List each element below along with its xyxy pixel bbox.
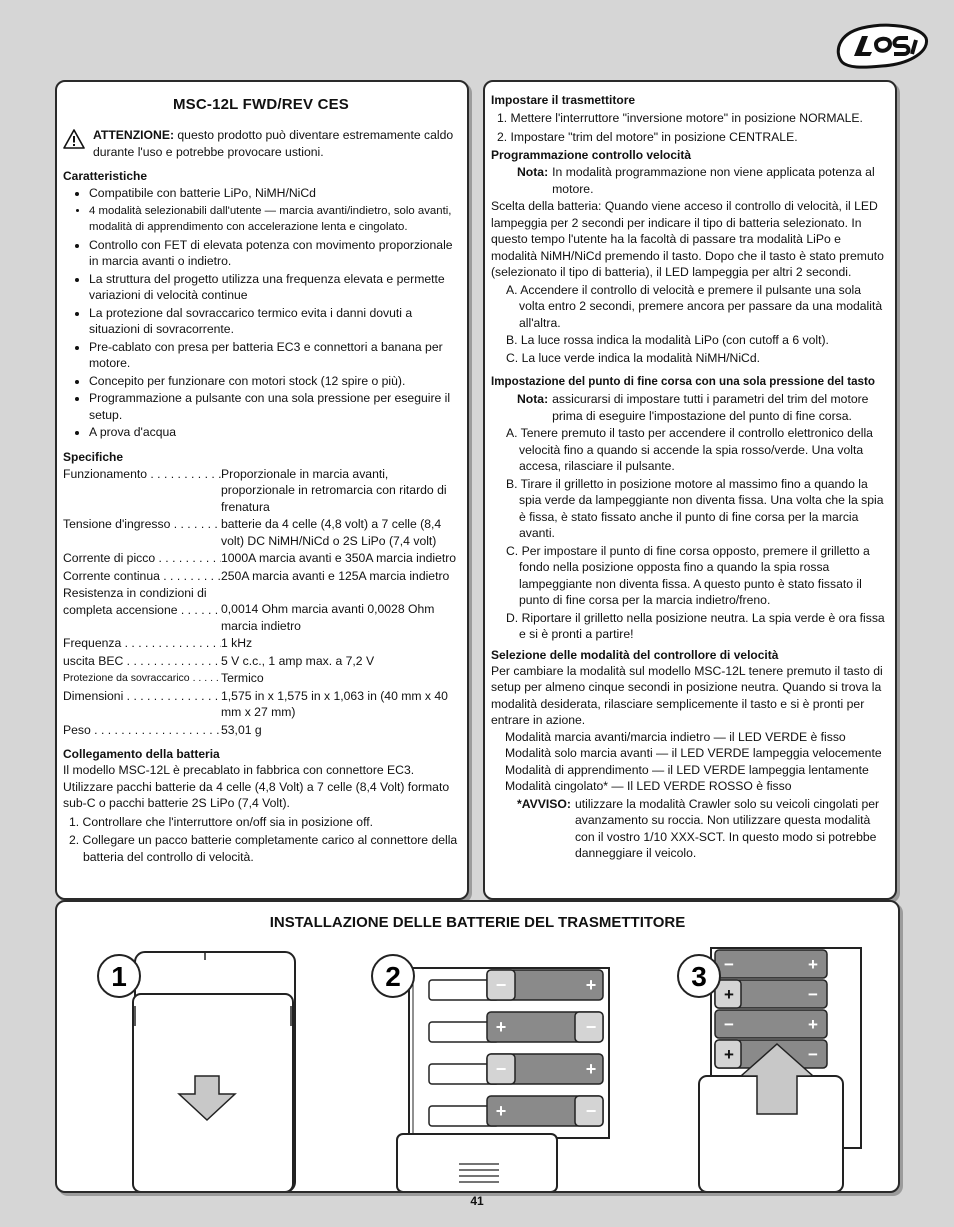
battery-select-step: C. La luce verde indica la modalità NiMH/NiCd. (506, 350, 761, 365)
list-item: • Compatibile con batterie LiPo, NiMH/NiCd (89, 185, 459, 202)
plus-sign: + (495, 1101, 507, 1121)
spec-key: Funzionamento . . . (63, 466, 221, 516)
endpoint-step: B. Tirare il grilletto in posizione motore al massimo fino a quando la spia verde da lampeggiante non diventa fissa. Una volta che la spia è fissa, è stato fissato anche il punto di fine corsa per la marcia avanti. (506, 476, 884, 540)
step-badge (95, 952, 143, 1000)
tx-heading: Impostare il trasmettitore (491, 93, 636, 107)
plus-sign: + (495, 1017, 507, 1037)
mode-item: Modalità marcia avanti/marcia indietro — il LED VERDE è fisso (505, 729, 846, 744)
list-item: • Programmazione a pulsante con una sola pressione per eseguire il setup. (89, 390, 459, 423)
warning-text (93, 127, 459, 160)
plus-sign: + (808, 955, 818, 974)
spec-row (63, 466, 459, 516)
battery-select-step: B. La luce rossa indica la modalità LiPo (con cutoff a 6 volt). (506, 333, 829, 347)
spec-row (63, 516, 459, 549)
spec-key: Peso . . . (63, 722, 221, 739)
spec-key: uscita BEC . . . (63, 653, 221, 670)
plus-sign: + (585, 975, 597, 995)
spec-row (63, 585, 459, 634)
minus-sign: − (724, 955, 734, 974)
battery-step: 2. Collegare un pacco batterie completamente carico al connettore della batteria del controllo di velocità. (69, 833, 458, 864)
warning-body: questo prodotto può diventare estremamente caldo durante l'uso e potrebbe provocare ustioni. (93, 128, 454, 159)
tx-step: 1. Mettere l'interruttore "inversione motore" in posizione NORMALE. (497, 111, 863, 125)
list-item: • A prova d'acqua (89, 424, 459, 441)
spec-value: 1000A marcia avanti e 350A marcia indietro (221, 551, 457, 565)
minus-sign: − (585, 1101, 597, 1121)
avviso-label: *AVVISO: (517, 796, 571, 811)
losi-logo (832, 22, 932, 70)
spec-row (63, 688, 459, 721)
prog-heading: Programmazione controllo velocità (491, 148, 692, 162)
spec-row (63, 550, 459, 567)
install-step-1 (95, 944, 335, 1192)
step-badge (675, 952, 723, 1000)
prog-note (491, 164, 887, 197)
spec-row (63, 653, 459, 670)
endpoint-step: A. Tenere premuto il tasto per accendere il controllo elettronico della velocità fino a quando si accende la spia rosso/verde. Una volta accesa, rilasciare il pulsante. (506, 426, 873, 473)
warning-block (63, 127, 459, 160)
battery-select-text: Scelta della batteria: Quando viene acceso il controllo di velocità, il LED lampeggia per 2 secondi per indicare il tipo di batteria selezionato. In questo tempo l'utente ha la facoltà di passare tra modalità LiPo e modalità NiMH/NiCd premendo il tasto. Dopo che il tasto è stato premuto (selezionato il tipo di batteria), il LED lampeggia per altri 2 secondi. (491, 199, 884, 279)
endpoint-step: C. Per impostare il punto di fine corsa opposto, premere il grilletto a fondo nella posizione opposta fino a quando la spia rossa lampeggiante non diventa fissa. A questo punto è stato fissato il punto di fine corsa per la marcia indietro/freno. (506, 543, 870, 607)
plus-sign: + (585, 1059, 597, 1079)
right-panel (483, 80, 897, 900)
minus-sign: − (495, 1059, 507, 1079)
list-item: • La protezione dal sovraccarico termico evita i danni dovuti a situazioni di sovracorrente. (89, 305, 459, 338)
battery-step: 1. Controllare che l'interruttore on/off sia in posizione off. (69, 814, 374, 829)
avviso-text: utilizzare la modalità Crawler solo su veicoli cingolati per avanzamento su roccia. Non utilizzare questa modalità con il vostro 1/10 XXX-SCT. In questo modo si potrebbe danneggiare il veicolo. (574, 796, 880, 860)
minus-sign: − (495, 975, 507, 995)
plus-sign: + (724, 1045, 734, 1064)
spec-value: Termico (221, 671, 264, 685)
spec-value: Proporzionale in marcia avanti, proporzionale in retromarcia con ritardo di frenatura (221, 466, 447, 514)
spec-value: 1 kHz (221, 636, 253, 650)
tx-step: 2. Impostare "trim del motore" in posizione CENTRALE. (497, 129, 798, 144)
spec-key: Resistenza in condizioni di completa accensione . . . (63, 585, 221, 618)
spec-value: 5 V c.c., 1 amp max. a 7,2 V (221, 653, 375, 668)
battery-text: Il modello MSC-12L è precablato in fabbrica con connettore EC3. Utilizzare pacchi batterie da 4 celle (4,8 Volt) a 7 celle (8,4 Volt) formato sub-C o pacchi batterie 2S LiPo (7,4 Volt). (63, 763, 450, 810)
list-item: • La struttura del progetto utilizza una frequenza elevata e permette variazioni di velocità continue (89, 271, 459, 304)
list-item: • 4 modalità selezionabili dall'utente — marcia avanti/indietro, solo avanti, modalità di apprendimento con accelerazione lenta e cingolato. (89, 203, 459, 236)
spec-value: 53,01 g (221, 722, 262, 737)
mode-item: Modalità di apprendimento — il LED VERDE lampeggia lentamente (505, 762, 869, 777)
minus-sign: − (585, 1017, 597, 1037)
list-item: • Concepito per funzionare con motori stock (12 spire o più). (89, 373, 459, 390)
step-badge (369, 952, 417, 1000)
mode-text: Per cambiare la modalità sul modello MSC-12L tenere premuto il tasto di setup per almeno cinque secondi in posizione neutra. Quando si trova la modalità desiderata, rilasciare semplicemente il tasto e si è pronti per entrare in azione. (491, 663, 883, 727)
warning-icon (63, 129, 85, 149)
note-label: Nota: (517, 165, 549, 179)
battery-select-step: A. Accendere il controllo di velocità e premere il pulsante una sola volta entro 2 secondi, premere ancora per passare da una modalità all'altra. (506, 282, 883, 330)
page-number: 41 (470, 1194, 484, 1208)
note-label: Nota: (517, 392, 549, 406)
features-heading: Caratteristiche (63, 169, 148, 183)
spec-value: 0,0014 Ohm marcia avanti 0,0028 Ohm marcia indietro (221, 602, 435, 633)
endpoint-heading: Impostazione del punto di fine corsa con una sola pressione del tasto (491, 375, 875, 388)
specs-table (63, 466, 459, 739)
spec-value: batterie da 4 celle (4,8 volt) a 7 celle (8,4 volt) DC NiMH/NiCd o 2S LiPo (7,4 volt) (221, 517, 442, 548)
warning-label: ATTENZIONE: (93, 128, 175, 142)
plus-sign: + (724, 985, 734, 1004)
spec-row (63, 568, 459, 585)
note-text: assicurarsi di impostare tutti i parametri del trim del motore prima di eseguire l'impostazione del punto di fine corsa. (552, 392, 869, 423)
spec-key: Tensione d'ingresso . . . (63, 516, 221, 549)
mode-item: Modalità solo marcia avanti — il LED VERDE lampeggia velocemente (505, 746, 882, 760)
minus-sign: − (724, 1015, 734, 1034)
spec-row (63, 635, 459, 652)
list-item: • Controllo con FET di elevata potenza con movimento proporzionale in marcia avanti o indietro. (89, 237, 459, 270)
spec-key: Frequenza . . . (63, 635, 221, 652)
mode-item: Modalità cingolato* — Il LED VERDE ROSSO è fisso (505, 779, 792, 793)
features-list (63, 185, 459, 441)
battery-heading: Collegamento della batteria (63, 747, 220, 761)
spec-key: Corrente di picco . . . (63, 550, 221, 567)
minus-sign: − (808, 1045, 818, 1064)
step-number: 1 (111, 961, 127, 992)
mode-heading: Selezione delle modalità del controllore di velocità (491, 647, 779, 662)
endpoint-step: D. Riportare il grilletto nella posizione neutra. La spia verde è ora fissa e si è pronti a partire! (506, 610, 885, 641)
minus-sign: − (808, 985, 818, 1004)
step-number: 3 (691, 961, 707, 992)
spec-key: Corrente continua . . . (63, 568, 221, 585)
spec-value: 250A marcia avanti e 125A marcia indietro (221, 568, 450, 583)
specs-heading: Specifiche (63, 449, 124, 464)
install-title: INSTALLAZIONE DELLE BATTERIE DEL TRASMETTITORE (269, 914, 686, 931)
endpoint-note (491, 391, 887, 424)
install-panel (55, 900, 900, 1193)
spec-row (63, 722, 459, 739)
spec-key: Protezione da sovraccarico . . . (63, 670, 221, 687)
install-step-3 (675, 944, 875, 1192)
spec-value: 1,575 in x 1,575 in x 1,063 in (40 mm x 40 mm x 27 mm) (221, 688, 448, 719)
section-title: MSC-12L FWD/REV CES (172, 96, 350, 113)
avviso-note (491, 796, 887, 862)
install-step-2 (369, 944, 617, 1192)
left-panel (55, 80, 469, 900)
plus-sign: + (808, 1015, 818, 1034)
spec-row (63, 670, 459, 687)
list-item: • Pre-cablato con presa per batteria EC3 e connettori a banana per motore. (89, 339, 459, 372)
step-number: 2 (385, 961, 401, 992)
note-text: In modalità programmazione non viene applicata potenza al motore. (552, 165, 875, 196)
spec-key: Dimensioni . . . (63, 688, 221, 721)
